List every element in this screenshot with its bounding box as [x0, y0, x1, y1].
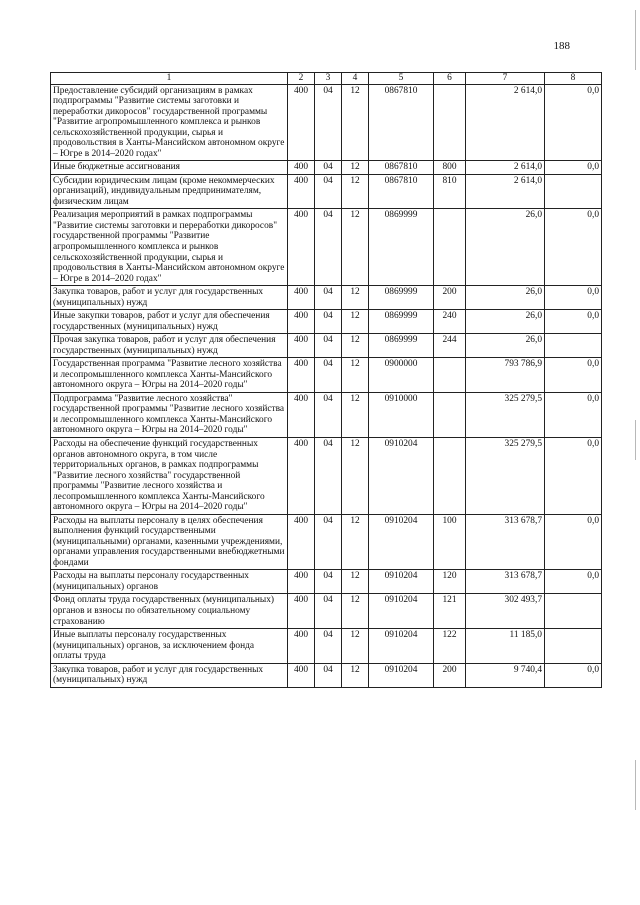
column-header-2: 2	[288, 73, 315, 85]
amount: 313 678,7	[466, 514, 545, 570]
target-article-code: 0910204	[369, 629, 434, 664]
federal-amount	[545, 594, 602, 629]
expense-type-code: 240	[434, 310, 466, 334]
section-code: 04	[315, 663, 342, 687]
section-code: 04	[315, 84, 342, 161]
section-code: 04	[315, 286, 342, 310]
target-article-code: 0910204	[369, 438, 434, 515]
column-header-7: 7	[466, 73, 545, 85]
subsection-code: 12	[342, 334, 369, 358]
table-row	[51, 358, 602, 393]
federal-amount: 0,0	[545, 570, 602, 594]
table-row	[51, 286, 602, 310]
expense-type-code: 800	[434, 161, 466, 175]
department-code: 400	[288, 663, 315, 687]
expense-name: Расходы на обеспечение функций государственных органов автономного округа, в том числе территориальных органов, в рамках подпрограммы "Развитие лесного хозяйства" государственной программы "Развитие лесного хозяйства и лесопромышленного комплекса Ханты-Мансийского автономного округа – Югры на 2014–2020 годы"	[51, 438, 288, 515]
amount: 302 493,7	[466, 594, 545, 629]
expense-type-code	[434, 438, 466, 515]
amount: 313 678,7	[466, 570, 545, 594]
amount: 325 279,5	[466, 392, 545, 437]
target-article-code: 0869999	[369, 334, 434, 358]
subsection-code: 12	[342, 161, 369, 175]
department-code: 400	[288, 358, 315, 393]
target-article-code: 0910000	[369, 392, 434, 437]
section-code: 04	[315, 438, 342, 515]
federal-amount: 0,0	[545, 310, 602, 334]
subsection-code: 12	[342, 174, 369, 209]
subsection-code: 12	[342, 438, 369, 515]
department-code: 400	[288, 334, 315, 358]
federal-amount: 0,0	[545, 161, 602, 175]
column-header-6: 6	[434, 73, 466, 85]
department-code: 400	[288, 514, 315, 570]
target-article-code: 0910204	[369, 594, 434, 629]
target-article-code: 0910204	[369, 663, 434, 687]
section-code: 04	[315, 358, 342, 393]
table-row	[51, 209, 602, 286]
target-article-code: 0910204	[369, 570, 434, 594]
target-article-code: 0867810	[369, 84, 434, 161]
federal-amount	[545, 174, 602, 209]
scan-edge-mark	[635, 10, 636, 70]
column-header-8: 8	[545, 73, 602, 85]
target-article-code: 0900000	[369, 358, 434, 393]
section-code: 04	[315, 594, 342, 629]
department-code: 400	[288, 629, 315, 664]
subsection-code: 12	[342, 594, 369, 629]
expense-type-code: 810	[434, 174, 466, 209]
federal-amount: 0,0	[545, 209, 602, 286]
expense-type-code	[434, 358, 466, 393]
target-article-code: 0869999	[369, 286, 434, 310]
page-number: 188	[553, 40, 570, 52]
department-code: 400	[288, 286, 315, 310]
department-code: 400	[288, 174, 315, 209]
expense-name: Подпрограмма "Развитие лесного хозяйства" государственной программы "Развитие лесного хозяйства и лесопромышленного комплекса Ханты-Мансийского автономного округа – Югры на 2014–2020 годы"	[51, 392, 288, 437]
header-row	[51, 73, 602, 85]
table-row	[51, 392, 602, 437]
budget-table	[50, 72, 602, 688]
department-code: 400	[288, 161, 315, 175]
federal-amount: 0,0	[545, 514, 602, 570]
expense-name: Субсидии юридическим лицам (кроме некоммерческих организаций), индивидуальным предпринимателям, физическим лицам	[51, 174, 288, 209]
department-code: 400	[288, 209, 315, 286]
amount: 26,0	[466, 286, 545, 310]
federal-amount: 0,0	[545, 392, 602, 437]
expense-type-code: 244	[434, 334, 466, 358]
subsection-code: 12	[342, 310, 369, 334]
federal-amount: 0,0	[545, 358, 602, 393]
expense-name: Прочая закупка товаров, работ и услуг для обеспечения государственных (муниципальных) нужд	[51, 334, 288, 358]
table-row	[51, 629, 602, 664]
department-code: 400	[288, 594, 315, 629]
table-row	[51, 570, 602, 594]
column-header-4: 4	[342, 73, 369, 85]
expense-type-code: 200	[434, 286, 466, 310]
expense-name: Расходы на выплаты персоналу в целях обеспечения выполнения функций государственными (муниципальными) органами, казенными учреждениями, органами управления государственными внебюджетными фондами	[51, 514, 288, 570]
expense-name: Иные закупки товаров, работ и услуг для обеспечения государственных (муниципальных) нужд	[51, 310, 288, 334]
table-row	[51, 663, 602, 687]
expense-type-code: 120	[434, 570, 466, 594]
column-header-5: 5	[369, 73, 434, 85]
subsection-code: 12	[342, 392, 369, 437]
subsection-code: 12	[342, 629, 369, 664]
expense-type-code	[434, 209, 466, 286]
scan-edge-mark	[635, 760, 636, 810]
table-row	[51, 334, 602, 358]
federal-amount: 0,0	[545, 663, 602, 687]
section-code: 04	[315, 514, 342, 570]
target-article-code: 0867810	[369, 161, 434, 175]
department-code: 400	[288, 570, 315, 594]
expense-type-code: 121	[434, 594, 466, 629]
amount: 26,0	[466, 310, 545, 334]
table-row	[51, 438, 602, 515]
expense-type-code	[434, 84, 466, 161]
column-header-1: 1	[51, 73, 288, 85]
department-code: 400	[288, 310, 315, 334]
expense-name: Предоставление субсидий организациям в рамках подпрограммы "Развитие системы заготовки и переработки дикоросов" государственной программы "Развитие агропромышленного комплекса и рынков сельскохозяйственной продукции, сырья и продовольствия в Ханты-Мансийском автономном округе – Югре в 2014–2020 годах"	[51, 84, 288, 161]
expense-name: Государственная программа "Развитие лесного хозяйства и лесопромышленного комплекса Ханты-Мансийского автономного округа – Югры на 2014–2020 годы"	[51, 358, 288, 393]
subsection-code: 12	[342, 570, 369, 594]
target-article-code: 0867810	[369, 174, 434, 209]
amount: 26,0	[466, 334, 545, 358]
subsection-code: 12	[342, 514, 369, 570]
expense-name: Закупка товаров, работ и услуг для государственных (муниципальных) нужд	[51, 286, 288, 310]
amount: 2 614,0	[466, 161, 545, 175]
section-code: 04	[315, 310, 342, 334]
expense-type-code: 200	[434, 663, 466, 687]
federal-amount	[545, 334, 602, 358]
subsection-code: 12	[342, 358, 369, 393]
subsection-code: 12	[342, 286, 369, 310]
section-code: 04	[315, 570, 342, 594]
amount: 26,0	[466, 209, 545, 286]
expense-name: Реализация мероприятий в рамках подпрограммы "Развитие системы заготовки и переработки дикоросов" государственной программы "Развитие агропромышленного комплекса и рынков сельскохозяйственной продукции, сырья и продовольствия в Ханты-Мансийском автономном округе – Югре в 2014–2020 годах"	[51, 209, 288, 286]
amount: 2 614,0	[466, 174, 545, 209]
section-code: 04	[315, 392, 342, 437]
amount: 2 614,0	[466, 84, 545, 161]
section-code: 04	[315, 174, 342, 209]
table-row	[51, 174, 602, 209]
section-code: 04	[315, 334, 342, 358]
section-code: 04	[315, 629, 342, 664]
target-article-code: 0869999	[369, 209, 434, 286]
column-header-3: 3	[315, 73, 342, 85]
amount: 11 185,0	[466, 629, 545, 664]
target-article-code: 0869999	[369, 310, 434, 334]
scan-edge-mark	[635, 420, 636, 460]
department-code: 400	[288, 392, 315, 437]
target-article-code: 0910204	[369, 514, 434, 570]
table-row	[51, 161, 602, 175]
expense-name: Фонд оплаты труда государственных (муниципальных) органов и взносы по обязательному социальному страхованию	[51, 594, 288, 629]
subsection-code: 12	[342, 663, 369, 687]
expense-name: Закупка товаров, работ и услуг для государственных (муниципальных) нужд	[51, 663, 288, 687]
subsection-code: 12	[342, 84, 369, 161]
amount: 325 279,5	[466, 438, 545, 515]
expense-name: Иные выплаты персоналу государственных (муниципальных) органов, за исключением фонда оплаты труда	[51, 629, 288, 664]
table-row	[51, 84, 602, 161]
federal-amount: 0,0	[545, 438, 602, 515]
expense-type-code	[434, 392, 466, 437]
table-row	[51, 310, 602, 334]
expense-type-code: 122	[434, 629, 466, 664]
federal-amount	[545, 629, 602, 664]
amount: 9 740,4	[466, 663, 545, 687]
section-code: 04	[315, 209, 342, 286]
subsection-code: 12	[342, 209, 369, 286]
federal-amount: 0,0	[545, 286, 602, 310]
federal-amount: 0,0	[545, 84, 602, 161]
department-code: 400	[288, 84, 315, 161]
expense-name: Иные бюджетные ассигнования	[51, 161, 288, 175]
amount: 793 786,9	[466, 358, 545, 393]
expense-name: Расходы на выплаты персоналу государственных (муниципальных) органов	[51, 570, 288, 594]
section-code: 04	[315, 161, 342, 175]
table-row	[51, 594, 602, 629]
department-code: 400	[288, 438, 315, 515]
table-row	[51, 514, 602, 570]
expense-type-code: 100	[434, 514, 466, 570]
